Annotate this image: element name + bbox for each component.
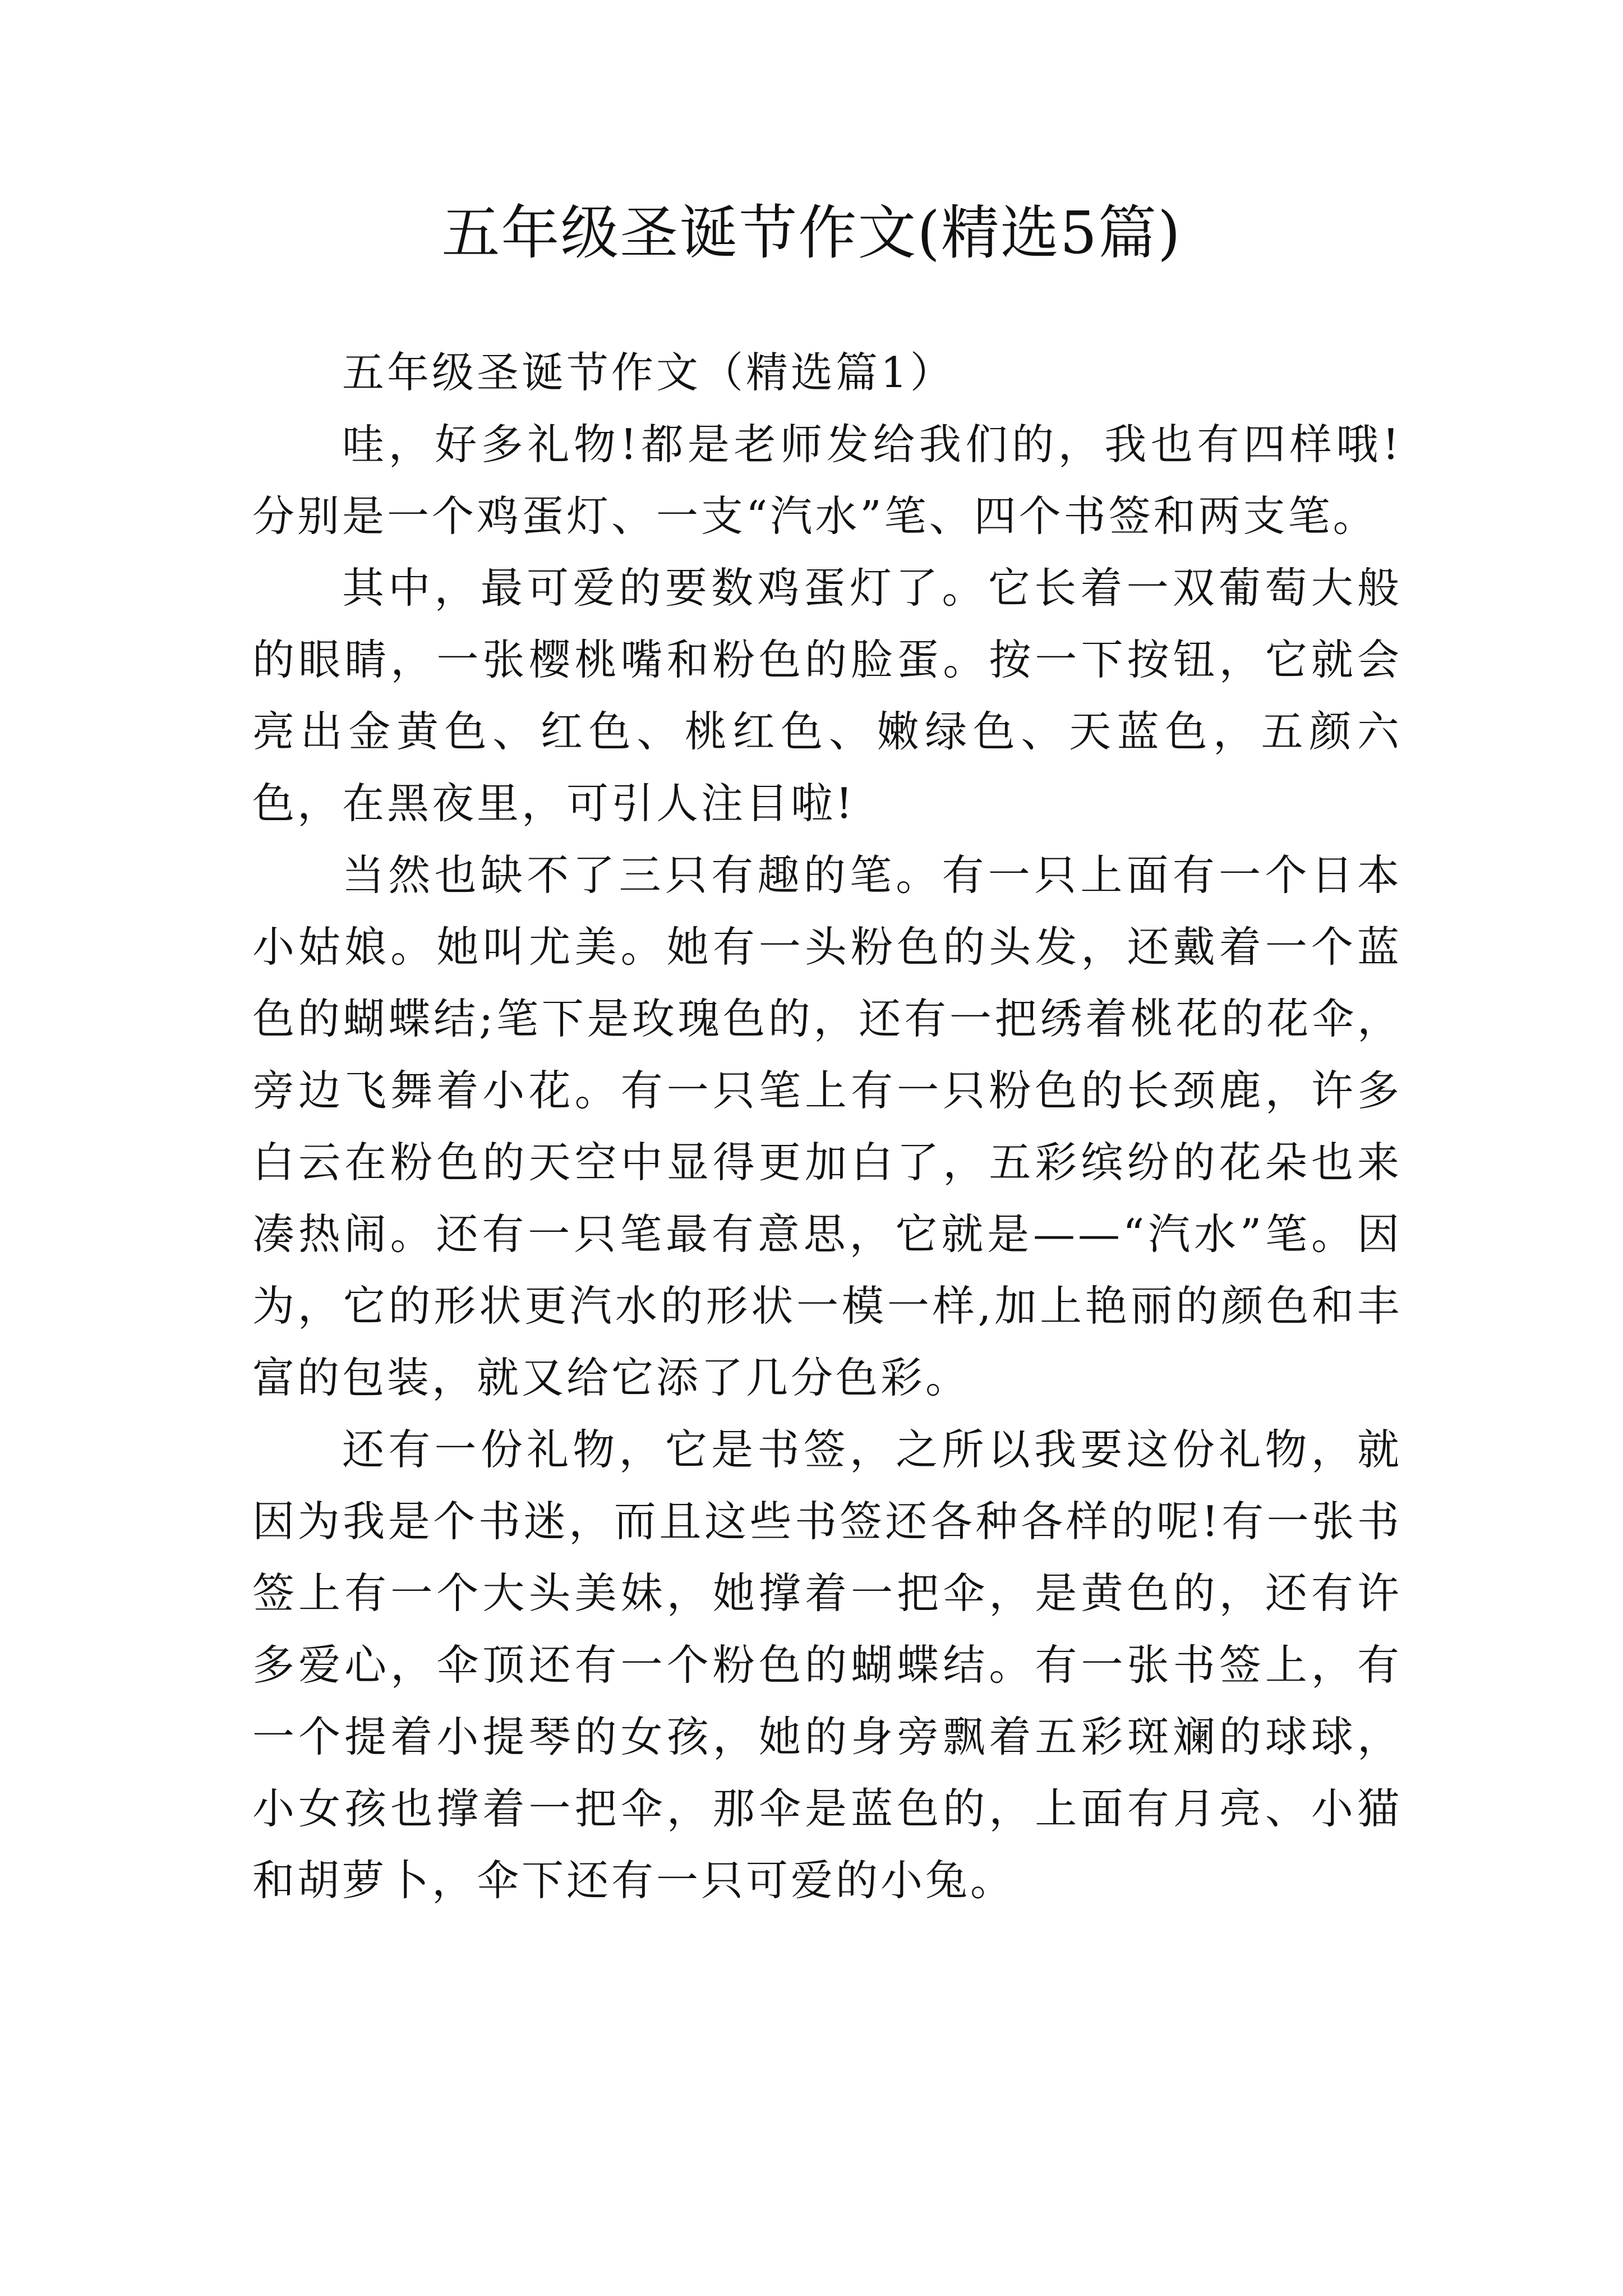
section-heading: 五年级圣诞节作文（精选篇1） <box>342 348 955 397</box>
paragraph-4: 还有一份礼物，它是书签，之所以我要这份礼物，就因为我是个书迷，而且这些书签还各种各样的呢!有一张书签上有一个大头美妹，她撑着一把伞，是黄色的，还有许多爱心，伞顶还有一个粉色的蝴蝶结。有一张书签上，有一个提着小提琴的女孩，她的身旁飘着五彩斑斓的球球，小女孩也撑着一把伞，那伞是蓝色的，上面有月亮、小猫和胡萝卜，伞下还有一只可爱的小兔。 <box>252 1425 1402 1905</box>
paragraph-3: 当然也缺不了三只有趣的笔。有一只上面有一个日本小姑娘。她叫尤美。她有一头粉色的头发，还戴着一个蓝色的蝴蝶结;笔下是玫瑰色的，还有一把绣着桃花的花伞，旁边飞舞着小花。有一只笔上有一只粉色的长颈鹿，许多白云在粉色的天空中显得更加白了，五彩缤纷的花朵也来凑热闹。还有一只笔最有意思，它就是——“汽水”笔。因为，它的形状更汽水的形状一模一样,加上艳丽的颜色和丰富的包装，就又给它添了几分色彩。 <box>252 850 1402 1402</box>
paragraph-1: 哇，好多礼物!都是老师发给我们的，我也有四样哦!分别是一个鸡蛋灯、一支“汽水”笔、四个书签和两支笔。 <box>252 420 1402 541</box>
document-body <box>252 337 1402 1916</box>
document-title: 五年级圣诞节作文(精选5篇) <box>441 199 1182 267</box>
paragraph-2: 其中，最可爱的要数鸡蛋灯了。它长着一双葡萄大般的眼睛，一张樱桃嘴和粉色的脸蛋。按一下按钮，它就会亮出金黄色、红色、桃红色、嫩绿色、天蓝色，五颜六色，在黑夜里，可引人注目啦! <box>252 563 1402 828</box>
